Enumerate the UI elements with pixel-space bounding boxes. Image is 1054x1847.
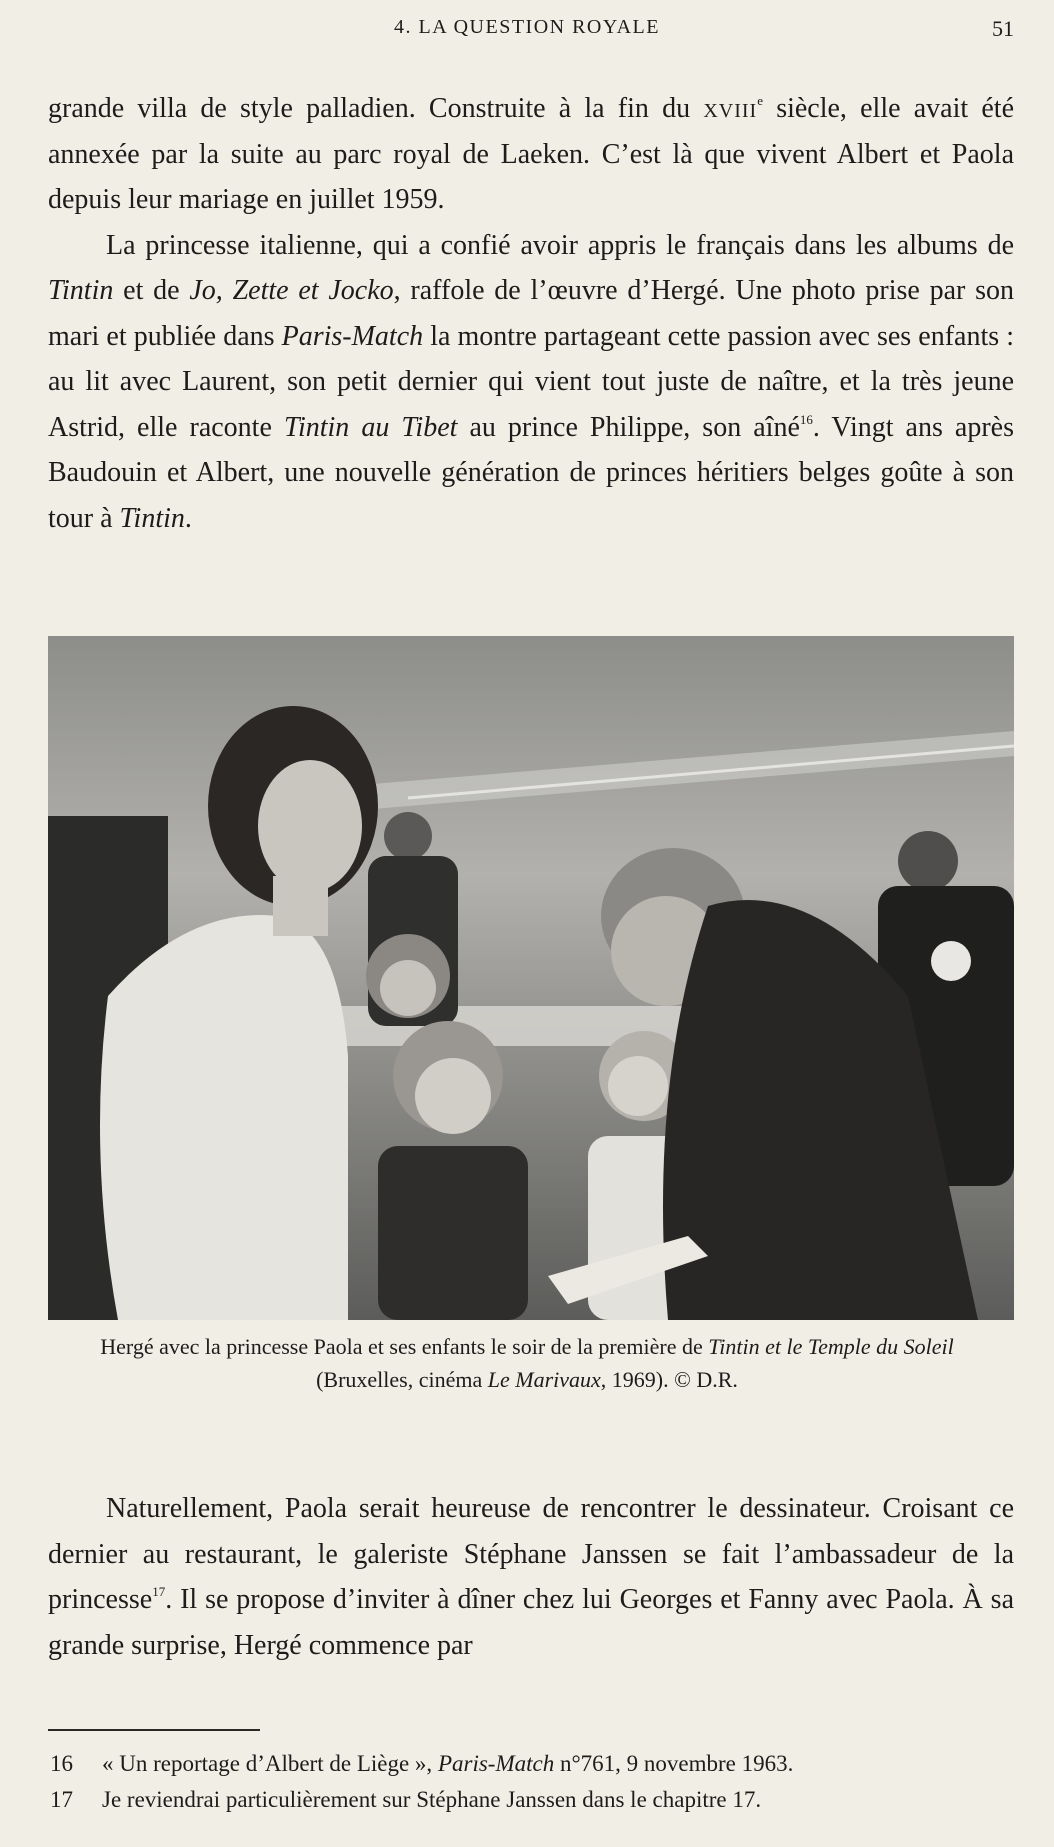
footnote-number: 17 [50,1787,73,1812]
caption-line-2: (Bruxelles, cinéma Le Marivaux, 1969). © D.R. [316,1367,738,1392]
roman-century: xviii [703,93,758,124]
page-number: 51 [992,16,1014,41]
running-head [0,14,1054,44]
photograph [48,636,1014,1320]
photo-caption [30,1330,1024,1396]
paragraph-2: La princesse italienne, qui a confié avoir appris le français dans les albums de Tintin et de Jo, Zette et Jocko, raffole de l’œuvre d’Hergé. Une photo prise par son mari et publiée dans Paris-Match la montre partageant cette passion avec ses enfants : au lit avec Laurent, son petit dernier qui vient tout juste de naître, et la très jeune Astrid, elle raconte Tintin au Tibet au prince Philippe, son aîné$^{16}$. Vingt ans après Baudouin et Albert, une nouvelle génération de princes héritiers belges goûte à son tour à Tintin. [48,229,1015,534]
paragraph-3: Naturellement, Paola serait heureuse de rencontrer le dessinateur. Croisant ce dernier au restaurant, le galeriste Stéphane Janssen se fait l’ambassadeur de la princesse$^{17}$. Il se propose d’inviter à dîner chez lui Georges et Fanny avec Paola. À sa grande surprise, Hergé commence par [48,1493,1014,1661]
paragraph-1: grande villa de style palladien. Construite à la fin du xviii$^e$ siècle, elle avait été annexée par la suite au parc royal de Laeken. C’est là que vivent Albert et Paola depuis leur mariage en juillet 1959. [48,93,1015,215]
footnote-17 [50,1782,1010,1818]
footnote-ref-17: 17 [152,1584,166,1599]
footnote-number: 16 [50,1751,73,1776]
body-text-top [48,86,1014,541]
superscript-e: e [757,93,763,108]
footnote-rule [48,1729,260,1731]
footnote-16 [50,1746,1010,1782]
chapter-title: 4. LA QUESTION ROYALE [394,16,660,38]
photograph-illustration [48,636,1014,1320]
footnote-text: « Un reportage d’Albert de Liège », Paris-Match n°761, 9 novembre 1963. [102,1751,794,1776]
footnote-ref-16: 16 [799,411,813,427]
body-text-bottom [48,1486,1014,1668]
caption-line-1: Hergé avec la princesse Paola et ses enfants le soir de la première de Tintin et le Temple du Soleil [100,1334,954,1359]
footnote-text: Je reviendrai particulièrement sur Stéphane Janssen dans le chapitre 17. [102,1787,762,1812]
footnotes [50,1746,1010,1818]
